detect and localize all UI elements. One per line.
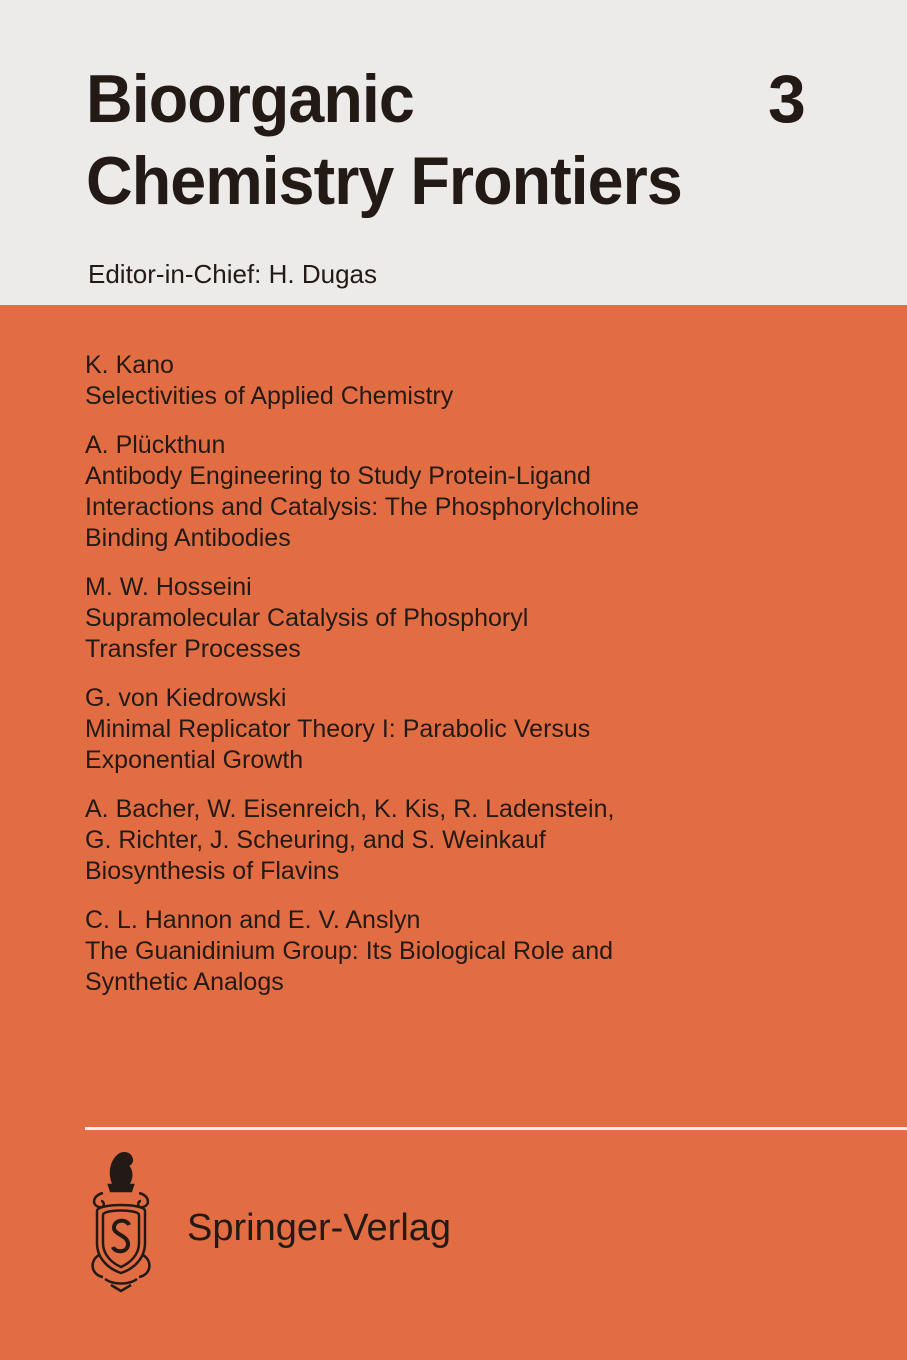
entry-title: Interactions and Catalysis: The Phosphorylcholine — [85, 493, 640, 521]
entry-authors: A. Plückthun — [85, 431, 226, 459]
entry-title: Synthetic Analogs — [85, 968, 284, 996]
springer-knight-logo-icon — [75, 1143, 165, 1293]
contents-entry — [85, 794, 865, 887]
divider-line — [85, 1127, 907, 1130]
entry-authors: G. Richter, J. Scheuring, and S. Weinkauf — [85, 826, 546, 854]
table-of-contents — [85, 350, 865, 1016]
volume-number: 3 — [768, 61, 806, 137]
entry-authors: M. W. Hosseini — [85, 573, 252, 601]
entry-authors: G. von Kiedrowski — [85, 684, 287, 712]
entry-title: Exponential Growth — [85, 746, 304, 774]
entry-title: Transfer Processes — [85, 635, 301, 663]
entry-title: Selectivities of Applied Chemistry — [85, 382, 454, 410]
entry-title: Biosynthesis of Flavins — [85, 857, 340, 885]
entry-authors: A. Bacher, W. Eisenreich, K. Kis, R. Ladenstein, — [85, 795, 615, 823]
series-title-line-1: Bioorganic — [86, 61, 414, 137]
contents-entry — [85, 905, 865, 998]
contents-entry — [85, 683, 865, 776]
series-title-line-2: Chemistry Frontiers — [86, 143, 682, 219]
publisher-name: Springer-Verlag — [187, 1207, 452, 1249]
series-title — [86, 58, 682, 222]
entry-title: The Guanidinium Group: Its Biological Role and — [85, 937, 614, 965]
entry-title: Binding Antibodies — [85, 524, 291, 552]
contents-entry — [85, 430, 865, 554]
contents-entry — [85, 350, 865, 412]
entry-title: Minimal Replicator Theory I: Parabolic Versus — [85, 715, 591, 743]
entry-authors: C. L. Hannon and E. V. Anslyn — [85, 906, 421, 934]
entry-authors: K. Kano — [85, 351, 174, 379]
contents-entry — [85, 572, 865, 665]
entry-title: Antibody Engineering to Study Protein-Ligand — [85, 462, 591, 490]
cover-header — [0, 0, 907, 305]
editor-in-chief: Editor-in-Chief: H. Dugas — [88, 259, 377, 289]
entry-title: Supramolecular Catalysis of Phosphoryl — [85, 604, 529, 632]
